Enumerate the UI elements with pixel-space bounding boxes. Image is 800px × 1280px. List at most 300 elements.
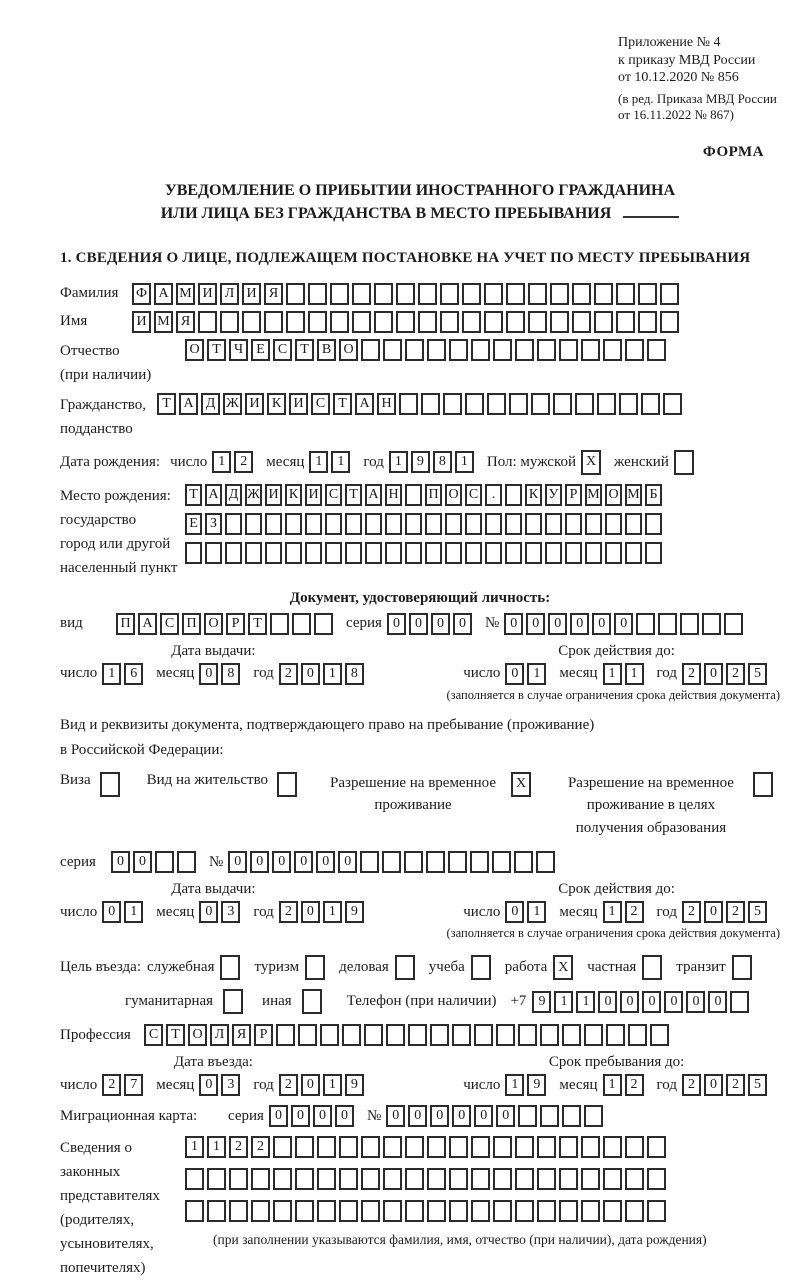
char-cell[interactable]: [603, 1200, 622, 1222]
char-cell[interactable]: [308, 283, 327, 305]
residence-issue-year-cells[interactable]: [279, 901, 367, 923]
char-cell[interactable]: [493, 1136, 512, 1158]
char-cell[interactable]: 2: [726, 901, 745, 923]
char-cell[interactable]: [314, 613, 333, 635]
char-cell[interactable]: 3: [221, 901, 240, 923]
char-cell[interactable]: [559, 1168, 578, 1190]
char-cell[interactable]: 0: [272, 851, 291, 873]
char-cell[interactable]: 6: [124, 663, 143, 685]
char-cell[interactable]: 7: [124, 1074, 143, 1096]
entry-day-cells[interactable]: [102, 1074, 146, 1096]
char-cell[interactable]: [645, 513, 662, 535]
patronymic-cells[interactable]: [185, 339, 669, 361]
char-cell[interactable]: 0: [199, 663, 218, 685]
char-cell[interactable]: [425, 513, 442, 535]
char-cell[interactable]: [185, 1200, 204, 1222]
identity-issue-year-cells[interactable]: [279, 663, 367, 685]
char-cell[interactable]: [225, 542, 242, 564]
char-cell[interactable]: [425, 542, 442, 564]
char-cell[interactable]: Н: [377, 393, 396, 415]
char-cell[interactable]: [405, 1200, 424, 1222]
residence-expiry-year-cells[interactable]: [682, 901, 770, 923]
char-cell[interactable]: [396, 311, 415, 333]
char-cell[interactable]: [485, 513, 502, 535]
char-cell[interactable]: 0: [338, 851, 357, 873]
char-cell[interactable]: 0: [133, 851, 152, 873]
char-cell[interactable]: [471, 1168, 490, 1190]
char-cell[interactable]: [647, 1200, 666, 1222]
char-cell[interactable]: [383, 1136, 402, 1158]
char-cell[interactable]: 0: [452, 1105, 471, 1127]
char-cell[interactable]: [660, 283, 679, 305]
char-cell[interactable]: 1: [323, 663, 342, 685]
char-cell[interactable]: [361, 1168, 380, 1190]
char-cell[interactable]: [625, 1168, 644, 1190]
char-cell[interactable]: И: [245, 393, 264, 415]
char-cell[interactable]: 0: [409, 613, 428, 635]
char-cell[interactable]: 1: [625, 663, 644, 685]
char-cell[interactable]: 0: [386, 1105, 405, 1127]
char-cell[interactable]: [242, 311, 261, 333]
char-cell[interactable]: [185, 1168, 204, 1190]
char-cell[interactable]: Р: [565, 484, 582, 506]
char-cell[interactable]: [443, 393, 462, 415]
char-cell[interactable]: 9: [527, 1074, 546, 1096]
char-cell[interactable]: Т: [207, 339, 226, 361]
char-cell[interactable]: 0: [496, 1105, 515, 1127]
char-cell[interactable]: [641, 393, 660, 415]
char-cell[interactable]: [474, 1024, 493, 1046]
char-cell[interactable]: [625, 339, 644, 361]
char-cell[interactable]: П: [182, 613, 201, 635]
char-cell[interactable]: 2: [279, 901, 298, 923]
char-cell[interactable]: [383, 1200, 402, 1222]
char-cell[interactable]: 1: [212, 451, 231, 473]
migration-series-cells[interactable]: [269, 1105, 357, 1127]
char-cell[interactable]: И: [265, 484, 282, 506]
checkbox-cell[interactable]: [277, 772, 297, 797]
birth-month-cells[interactable]: [309, 451, 353, 473]
checkbox-cell[interactable]: [220, 955, 240, 980]
char-cell[interactable]: [515, 1168, 534, 1190]
char-cell[interactable]: [177, 851, 196, 873]
char-cell[interactable]: О: [605, 484, 622, 506]
residence-permit-checkbox[interactable]: [277, 772, 300, 797]
char-cell[interactable]: 0: [664, 991, 683, 1013]
char-cell[interactable]: [581, 1136, 600, 1158]
char-cell[interactable]: Т: [333, 393, 352, 415]
char-cell[interactable]: В: [317, 339, 336, 361]
identity-issue-day-cells[interactable]: [102, 663, 146, 685]
char-cell[interactable]: [320, 1024, 339, 1046]
char-cell[interactable]: О: [204, 613, 223, 635]
char-cell[interactable]: [265, 513, 282, 535]
char-cell[interactable]: [342, 1024, 361, 1046]
char-cell[interactable]: [493, 1168, 512, 1190]
char-cell[interactable]: [625, 542, 642, 564]
char-cell[interactable]: [361, 1200, 380, 1222]
char-cell[interactable]: [493, 339, 512, 361]
char-cell[interactable]: [625, 1200, 644, 1222]
char-cell[interactable]: 2: [279, 1074, 298, 1096]
char-cell[interactable]: [680, 613, 699, 635]
residence-issue-month-cells[interactable]: [199, 901, 243, 923]
char-cell[interactable]: 0: [199, 901, 218, 923]
char-cell[interactable]: 2: [726, 663, 745, 685]
char-cell[interactable]: 1: [603, 901, 622, 923]
char-cell[interactable]: [292, 613, 311, 635]
char-cell[interactable]: [540, 1105, 559, 1127]
char-cell[interactable]: [264, 311, 283, 333]
char-cell[interactable]: 0: [708, 991, 727, 1013]
char-cell[interactable]: 0: [301, 663, 320, 685]
char-cell[interactable]: [625, 513, 642, 535]
char-cell[interactable]: [396, 283, 415, 305]
char-cell[interactable]: 1: [331, 451, 350, 473]
char-cell[interactable]: [565, 513, 582, 535]
char-cell[interactable]: К: [525, 484, 542, 506]
char-cell[interactable]: М: [625, 484, 642, 506]
char-cell[interactable]: Ж: [223, 393, 242, 415]
char-cell[interactable]: [528, 283, 547, 305]
char-cell[interactable]: Д: [225, 484, 242, 506]
char-cell[interactable]: [559, 339, 578, 361]
birth-day-cells[interactable]: [212, 451, 256, 473]
char-cell[interactable]: [462, 311, 481, 333]
char-cell[interactable]: [399, 393, 418, 415]
char-cell[interactable]: [485, 542, 502, 564]
firstname-cells[interactable]: [132, 311, 682, 333]
sex-male-checkbox[interactable]: [581, 450, 604, 475]
char-cell[interactable]: [449, 339, 468, 361]
char-cell[interactable]: И: [198, 283, 217, 305]
char-cell[interactable]: [360, 851, 379, 873]
char-cell[interactable]: [225, 513, 242, 535]
char-cell[interactable]: А: [355, 393, 374, 415]
char-cell[interactable]: 1: [603, 1074, 622, 1096]
char-cell[interactable]: [365, 513, 382, 535]
char-cell[interactable]: [559, 1200, 578, 1222]
temp-residence-education-checkbox[interactable]: [753, 772, 776, 797]
char-cell[interactable]: 1: [576, 991, 595, 1013]
char-cell[interactable]: [220, 311, 239, 333]
char-cell[interactable]: 5: [748, 663, 767, 685]
char-cell[interactable]: [427, 1168, 446, 1190]
checkbox-cell[interactable]: [674, 450, 694, 475]
char-cell[interactable]: 2: [279, 663, 298, 685]
char-cell[interactable]: [597, 393, 616, 415]
char-cell[interactable]: [385, 542, 402, 564]
char-cell[interactable]: 0: [505, 663, 524, 685]
char-cell[interactable]: [471, 1136, 490, 1158]
char-cell[interactable]: [385, 513, 402, 535]
char-cell[interactable]: 1: [505, 1074, 524, 1096]
char-cell[interactable]: 1: [554, 991, 573, 1013]
birthplace-cells-row2[interactable]: [185, 513, 665, 535]
birth-year-cells[interactable]: [389, 451, 477, 473]
char-cell[interactable]: 0: [430, 1105, 449, 1127]
char-cell[interactable]: [305, 542, 322, 564]
char-cell[interactable]: [525, 513, 542, 535]
char-cell[interactable]: [405, 1168, 424, 1190]
char-cell[interactable]: 1: [124, 901, 143, 923]
char-cell[interactable]: [185, 542, 202, 564]
char-cell[interactable]: 8: [433, 451, 452, 473]
char-cell[interactable]: 0: [387, 613, 406, 635]
char-cell[interactable]: [298, 1024, 317, 1046]
char-cell[interactable]: [276, 1024, 295, 1046]
purpose-business-checkbox[interactable]: [395, 955, 418, 980]
char-cell[interactable]: 5: [748, 901, 767, 923]
char-cell[interactable]: О: [339, 339, 358, 361]
migration-number-cells[interactable]: [386, 1105, 606, 1127]
char-cell[interactable]: [339, 1168, 358, 1190]
char-cell[interactable]: 2: [682, 663, 701, 685]
char-cell[interactable]: О: [185, 339, 204, 361]
char-cell[interactable]: [562, 1024, 581, 1046]
char-cell[interactable]: [445, 542, 462, 564]
char-cell[interactable]: [628, 1024, 647, 1046]
char-cell[interactable]: [537, 1136, 556, 1158]
char-cell[interactable]: Ж: [245, 484, 262, 506]
char-cell[interactable]: [305, 513, 322, 535]
char-cell[interactable]: [465, 542, 482, 564]
representatives-cells-row2[interactable]: [185, 1168, 780, 1190]
char-cell[interactable]: [345, 513, 362, 535]
char-cell[interactable]: [286, 283, 305, 305]
char-cell[interactable]: Б: [645, 484, 662, 506]
char-cell[interactable]: 0: [686, 991, 705, 1013]
char-cell[interactable]: [418, 311, 437, 333]
char-cell[interactable]: [427, 1136, 446, 1158]
char-cell[interactable]: Р: [226, 613, 245, 635]
char-cell[interactable]: [515, 1200, 534, 1222]
char-cell[interactable]: [505, 542, 522, 564]
representatives-cells-row3[interactable]: [185, 1200, 780, 1222]
char-cell[interactable]: [465, 513, 482, 535]
char-cell[interactable]: [273, 1168, 292, 1190]
char-cell[interactable]: [585, 513, 602, 535]
checkbox-cell[interactable]: [471, 955, 491, 980]
char-cell[interactable]: 0: [408, 1105, 427, 1127]
identity-issue-month-cells[interactable]: [199, 663, 243, 685]
char-cell[interactable]: [509, 393, 528, 415]
char-cell[interactable]: [537, 1168, 556, 1190]
char-cell[interactable]: [364, 1024, 383, 1046]
char-cell[interactable]: О: [188, 1024, 207, 1046]
char-cell[interactable]: У: [545, 484, 562, 506]
purpose-humanitarian-checkbox[interactable]: [223, 989, 246, 1014]
char-cell[interactable]: П: [116, 613, 135, 635]
char-cell[interactable]: [285, 542, 302, 564]
checkbox-cell[interactable]: [223, 989, 243, 1014]
char-cell[interactable]: [616, 283, 635, 305]
char-cell[interactable]: 1: [207, 1136, 226, 1158]
residence-number-cells[interactable]: [228, 851, 558, 873]
char-cell[interactable]: [352, 311, 371, 333]
char-cell[interactable]: 0: [642, 991, 661, 1013]
char-cell[interactable]: [594, 311, 613, 333]
char-cell[interactable]: [559, 1136, 578, 1158]
phone-cells[interactable]: [532, 991, 752, 1013]
char-cell[interactable]: 1: [102, 663, 121, 685]
char-cell[interactable]: Д: [201, 393, 220, 415]
char-cell[interactable]: [487, 393, 506, 415]
char-cell[interactable]: 0: [250, 851, 269, 873]
char-cell[interactable]: С: [144, 1024, 163, 1046]
char-cell[interactable]: 1: [455, 451, 474, 473]
char-cell[interactable]: [352, 283, 371, 305]
char-cell[interactable]: А: [205, 484, 222, 506]
char-cell[interactable]: [603, 339, 622, 361]
birthplace-cells-row3[interactable]: [185, 542, 665, 564]
char-cell[interactable]: 0: [505, 901, 524, 923]
char-cell[interactable]: И: [242, 283, 261, 305]
char-cell[interactable]: [550, 283, 569, 305]
char-cell[interactable]: Н: [385, 484, 402, 506]
residence-series-cells[interactable]: [111, 851, 199, 873]
char-cell[interactable]: [251, 1168, 270, 1190]
char-cell[interactable]: 0: [269, 1105, 288, 1127]
char-cell[interactable]: [430, 1024, 449, 1046]
char-cell[interactable]: [449, 1136, 468, 1158]
char-cell[interactable]: [616, 311, 635, 333]
char-cell[interactable]: [724, 613, 743, 635]
char-cell[interactable]: Е: [251, 339, 270, 361]
char-cell[interactable]: [650, 1024, 669, 1046]
char-cell[interactable]: 0: [431, 613, 450, 635]
char-cell[interactable]: [505, 484, 522, 506]
entry-year-cells[interactable]: [279, 1074, 367, 1096]
char-cell[interactable]: [730, 991, 749, 1013]
checkbox-cell[interactable]: [642, 955, 662, 980]
char-cell[interactable]: С: [465, 484, 482, 506]
char-cell[interactable]: [361, 1136, 380, 1158]
purpose-official-checkbox[interactable]: [220, 955, 243, 980]
char-cell[interactable]: [581, 1168, 600, 1190]
char-cell[interactable]: [273, 1200, 292, 1222]
char-cell[interactable]: [462, 283, 481, 305]
char-cell[interactable]: К: [267, 393, 286, 415]
entry-month-cells[interactable]: [199, 1074, 243, 1096]
char-cell[interactable]: Ч: [229, 339, 248, 361]
char-cell[interactable]: [421, 393, 440, 415]
char-cell[interactable]: [229, 1168, 248, 1190]
char-cell[interactable]: [484, 283, 503, 305]
char-cell[interactable]: 0: [291, 1105, 310, 1127]
char-cell[interactable]: И: [289, 393, 308, 415]
char-cell[interactable]: [515, 339, 534, 361]
char-cell[interactable]: 0: [228, 851, 247, 873]
char-cell[interactable]: Т: [248, 613, 267, 635]
char-cell[interactable]: [440, 311, 459, 333]
char-cell[interactable]: [647, 1168, 666, 1190]
char-cell[interactable]: [295, 1200, 314, 1222]
char-cell[interactable]: М: [154, 311, 173, 333]
stay-year-cells[interactable]: [682, 1074, 770, 1096]
char-cell[interactable]: 0: [102, 901, 121, 923]
char-cell[interactable]: [553, 393, 572, 415]
char-cell[interactable]: 3: [221, 1074, 240, 1096]
char-cell[interactable]: 2: [625, 1074, 644, 1096]
char-cell[interactable]: 2: [726, 1074, 745, 1096]
char-cell[interactable]: 2: [102, 1074, 121, 1096]
char-cell[interactable]: [572, 283, 591, 305]
purpose-other-checkbox[interactable]: [302, 989, 325, 1014]
char-cell[interactable]: [540, 1024, 559, 1046]
char-cell[interactable]: [581, 339, 600, 361]
char-cell[interactable]: [408, 1024, 427, 1046]
char-cell[interactable]: А: [138, 613, 157, 635]
visa-checkbox[interactable]: [100, 772, 123, 797]
char-cell[interactable]: [638, 283, 657, 305]
char-cell[interactable]: [663, 393, 682, 415]
char-cell[interactable]: [605, 542, 622, 564]
char-cell[interactable]: [493, 1200, 512, 1222]
char-cell[interactable]: 2: [229, 1136, 248, 1158]
char-cell[interactable]: [286, 311, 305, 333]
char-cell[interactable]: [440, 283, 459, 305]
char-cell[interactable]: [339, 1136, 358, 1158]
char-cell[interactable]: С: [311, 393, 330, 415]
char-cell[interactable]: [647, 1136, 666, 1158]
purpose-private-checkbox[interactable]: [642, 955, 665, 980]
char-cell[interactable]: 5: [748, 1074, 767, 1096]
char-cell[interactable]: 0: [526, 613, 545, 635]
char-cell[interactable]: А: [179, 393, 198, 415]
citizenship-cells[interactable]: [157, 393, 685, 415]
char-cell[interactable]: А: [154, 283, 173, 305]
char-cell[interactable]: 2: [682, 901, 701, 923]
char-cell[interactable]: Ф: [132, 283, 151, 305]
char-cell[interactable]: 0: [474, 1105, 493, 1127]
char-cell[interactable]: [531, 393, 550, 415]
char-cell[interactable]: [505, 513, 522, 535]
stay-day-cells[interactable]: [505, 1074, 549, 1096]
char-cell[interactable]: [465, 393, 484, 415]
identity-expiry-day-cells[interactable]: [505, 663, 549, 685]
char-cell[interactable]: [245, 542, 262, 564]
char-cell[interactable]: 0: [704, 901, 723, 923]
char-cell[interactable]: Я: [264, 283, 283, 305]
char-cell[interactable]: [537, 339, 556, 361]
char-cell[interactable]: [207, 1168, 226, 1190]
char-cell[interactable]: [518, 1105, 537, 1127]
char-cell[interactable]: 8: [345, 663, 364, 685]
checkbox-cell[interactable]: X: [553, 955, 573, 980]
char-cell[interactable]: [426, 851, 445, 873]
char-cell[interactable]: Л: [210, 1024, 229, 1046]
char-cell[interactable]: [251, 1200, 270, 1222]
char-cell[interactable]: [658, 613, 677, 635]
char-cell[interactable]: [565, 542, 582, 564]
char-cell[interactable]: [545, 542, 562, 564]
char-cell[interactable]: М: [585, 484, 602, 506]
char-cell[interactable]: С: [325, 484, 342, 506]
char-cell[interactable]: Е: [185, 513, 202, 535]
char-cell[interactable]: [525, 542, 542, 564]
char-cell[interactable]: 0: [301, 1074, 320, 1096]
char-cell[interactable]: 0: [704, 1074, 723, 1096]
char-cell[interactable]: Я: [232, 1024, 251, 1046]
char-cell[interactable]: [383, 1168, 402, 1190]
char-cell[interactable]: [308, 311, 327, 333]
char-cell[interactable]: 2: [234, 451, 253, 473]
char-cell[interactable]: 9: [411, 451, 430, 473]
char-cell[interactable]: [638, 311, 657, 333]
residence-expiry-month-cells[interactable]: [603, 901, 647, 923]
char-cell[interactable]: 2: [682, 1074, 701, 1096]
